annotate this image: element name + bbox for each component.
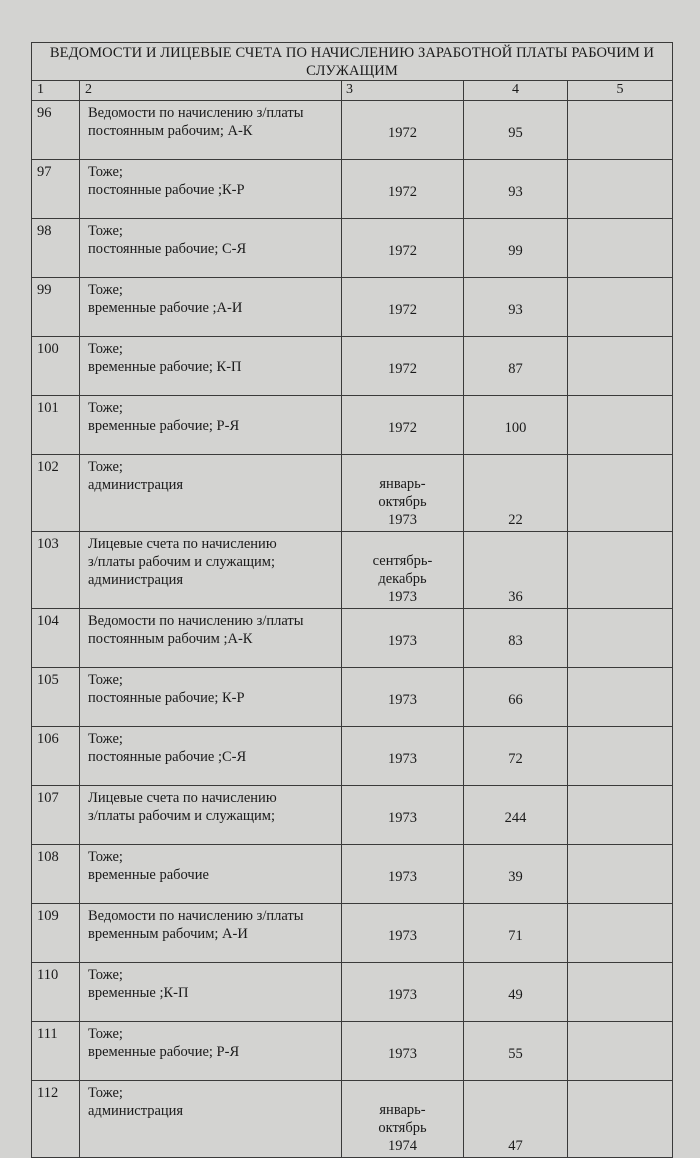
item-description [80, 727, 342, 786]
item-number: 111 [32, 1022, 80, 1081]
item-description [80, 668, 342, 727]
item-sheet-count [464, 160, 568, 219]
sheet-count-value: 87 [508, 361, 523, 377]
item-sheet-count [464, 727, 568, 786]
item-description [80, 963, 342, 1022]
description-line: временные рабочие ;А-И [88, 300, 243, 316]
date-line: 1973 [388, 987, 417, 1003]
item-number: 100 [32, 337, 80, 396]
item-note [568, 904, 673, 963]
item-number: 105 [32, 668, 80, 727]
item-sheet-count [464, 668, 568, 727]
dates-block [342, 124, 463, 142]
description-line: администрация [88, 572, 184, 588]
table-row [32, 455, 673, 532]
date-line: октябрь [378, 494, 427, 510]
item-dates [342, 219, 464, 278]
column-number-2: 2 [80, 81, 342, 101]
sheet-count-value: 55 [508, 1046, 523, 1062]
item-description [80, 396, 342, 455]
item-note [568, 455, 673, 532]
dates-block [342, 809, 463, 827]
item-dates [342, 786, 464, 845]
date-line: 1972 [388, 184, 417, 200]
item-description [80, 845, 342, 904]
description-line: временные рабочие [88, 867, 209, 883]
item-description [80, 1022, 342, 1081]
dates-block [342, 301, 463, 319]
item-description [80, 101, 342, 160]
item-sheet-count [464, 786, 568, 845]
item-description [80, 786, 342, 845]
description-line: временным рабочим; А-И [88, 926, 248, 942]
item-number: 110 [32, 963, 80, 1022]
date-line: 1973 [388, 928, 417, 944]
item-number: 107 [32, 786, 80, 845]
item-sheet-count [464, 845, 568, 904]
item-sheet-count [464, 396, 568, 455]
column-number-row [32, 81, 673, 101]
dates-block [342, 927, 463, 945]
dates-block [342, 475, 463, 529]
date-line: сентябрь- [372, 553, 433, 569]
date-line: декабрь [378, 571, 427, 587]
item-dates [342, 532, 464, 609]
dates-block [342, 242, 463, 260]
table-row [32, 727, 673, 786]
item-dates [342, 609, 464, 668]
description-line: Ведомости по начислению з/платы [88, 613, 304, 629]
sheet-count-value: 47 [508, 1138, 523, 1154]
item-sheet-count [464, 219, 568, 278]
date-line: 1972 [388, 125, 417, 141]
table-row [32, 396, 673, 455]
date-line: январь- [379, 1102, 426, 1118]
item-dates [342, 455, 464, 532]
item-sheet-count [464, 963, 568, 1022]
description-line: Тоже; [88, 341, 123, 357]
item-sheet-count [464, 455, 568, 532]
description-line: Тоже; [88, 459, 123, 475]
item-description [80, 337, 342, 396]
dates-block [342, 360, 463, 378]
date-line: 1972 [388, 420, 417, 436]
item-note [568, 278, 673, 337]
description-line: Тоже; [88, 731, 123, 747]
inventory-sheet [31, 42, 672, 1158]
item-number: 102 [32, 455, 80, 532]
item-sheet-count [464, 1022, 568, 1081]
dates-block [342, 632, 463, 650]
date-line: 1973 [388, 869, 417, 885]
table-title-row [32, 43, 673, 81]
table-row [32, 845, 673, 904]
description-line: Тоже; [88, 849, 123, 865]
date-line: 1972 [388, 302, 417, 318]
sheet-count-value: 71 [508, 928, 523, 944]
description-line: Тоже; [88, 400, 123, 416]
table-title: ВЕДОМОСТИ И ЛИЦЕВЫЕ СЧЕТА ПО НАЧИСЛЕНИЮ ЗАРАБОТНОЙ ПЛАТЫ РАБОЧИМ И СЛУЖАЩИМ [32, 43, 673, 81]
description-line: постоянные рабочие; К-Р [88, 690, 245, 706]
item-number: 97 [32, 160, 80, 219]
item-number: 101 [32, 396, 80, 455]
item-description [80, 160, 342, 219]
description-line: постоянным рабочим; А-К [88, 123, 253, 139]
description-line: з/платы рабочим и служащим; [88, 808, 276, 824]
date-line: 1973 [388, 633, 417, 649]
item-note [568, 786, 673, 845]
sheet-count-value: 66 [508, 692, 523, 708]
item-note [568, 727, 673, 786]
table-row [32, 963, 673, 1022]
date-line: 1972 [388, 243, 417, 259]
dates-block [342, 750, 463, 768]
table-row [32, 904, 673, 963]
date-line: 1974 [388, 1138, 417, 1154]
description-line: Тоже; [88, 967, 123, 983]
sheet-count-value: 72 [508, 751, 523, 767]
item-sheet-count [464, 532, 568, 609]
item-number: 106 [32, 727, 80, 786]
table-row [32, 532, 673, 609]
sheet-count-value: 244 [504, 810, 527, 826]
item-note [568, 1081, 673, 1158]
table-row [32, 668, 673, 727]
item-dates [342, 668, 464, 727]
item-dates [342, 278, 464, 337]
description-line: постоянным рабочим ;А-К [88, 631, 253, 647]
table-row [32, 219, 673, 278]
sheet-count-value: 22 [508, 512, 523, 528]
table-row [32, 160, 673, 219]
item-description [80, 904, 342, 963]
description-line: Тоже; [88, 1085, 123, 1101]
description-line: Лицевые счета по начислению [88, 536, 277, 552]
item-note [568, 160, 673, 219]
table-row [32, 1022, 673, 1081]
description-line: Ведомости по начислению з/платы [88, 105, 304, 121]
item-sheet-count [464, 904, 568, 963]
item-dates [342, 101, 464, 160]
description-line: постоянные рабочие ;С-Я [88, 749, 247, 765]
item-note [568, 532, 673, 609]
sheet-count-value: 83 [508, 633, 523, 649]
item-description [80, 455, 342, 532]
item-number: 96 [32, 101, 80, 160]
sheet-count-value: 93 [508, 184, 523, 200]
item-note [568, 963, 673, 1022]
item-dates [342, 396, 464, 455]
item-note [568, 219, 673, 278]
item-number: 112 [32, 1081, 80, 1158]
item-note [568, 337, 673, 396]
sheet-count-value: 100 [504, 420, 527, 436]
description-line: администрация [88, 477, 184, 493]
inventory-table-body [32, 43, 673, 1158]
dates-block [342, 183, 463, 201]
table-row [32, 609, 673, 668]
item-dates [342, 904, 464, 963]
item-dates [342, 160, 464, 219]
description-line: Лицевые счета по начислению [88, 790, 277, 806]
sheet-count-value: 39 [508, 869, 523, 885]
date-line: 1973 [388, 751, 417, 767]
description-line: администрация [88, 1103, 184, 1119]
item-dates [342, 1081, 464, 1158]
date-line: 1973 [388, 1046, 417, 1062]
description-line: Тоже; [88, 282, 123, 298]
description-line: Тоже; [88, 223, 123, 239]
description-line: постоянные рабочие; С-Я [88, 241, 247, 257]
item-description [80, 219, 342, 278]
item-number: 103 [32, 532, 80, 609]
description-line: постоянные рабочие ;К-Р [88, 182, 245, 198]
item-note [568, 845, 673, 904]
item-dates [342, 845, 464, 904]
item-note [568, 1022, 673, 1081]
column-number-5: 5 [568, 81, 673, 101]
description-line: Ведомости по начислению з/платы [88, 908, 304, 924]
table-row [32, 786, 673, 845]
description-line: Тоже; [88, 164, 123, 180]
description-line: временные рабочие; Р-Я [88, 418, 240, 434]
sheet-count-value: 95 [508, 125, 523, 141]
item-description [80, 278, 342, 337]
item-description [80, 532, 342, 609]
item-note [568, 396, 673, 455]
column-number-1: 1 [32, 81, 80, 101]
item-number: 104 [32, 609, 80, 668]
dates-block [342, 868, 463, 886]
table-row [32, 278, 673, 337]
item-number: 108 [32, 845, 80, 904]
item-dates [342, 727, 464, 786]
date-line: октябрь [378, 1120, 427, 1136]
item-note [568, 609, 673, 668]
description-line: временные ;К-П [88, 985, 189, 1001]
sheet-count-value: 93 [508, 302, 523, 318]
dates-block [342, 691, 463, 709]
item-number: 99 [32, 278, 80, 337]
item-sheet-count [464, 278, 568, 337]
date-line: 1973 [388, 810, 417, 826]
description-line: временные рабочие; К-П [88, 359, 242, 375]
column-number-4: 4 [464, 81, 568, 101]
date-line: январь- [379, 476, 426, 492]
date-line: 1973 [388, 589, 417, 605]
description-line: временные рабочие; Р-Я [88, 1044, 240, 1060]
date-line: 1973 [388, 692, 417, 708]
item-sheet-count [464, 101, 568, 160]
item-sheet-count [464, 337, 568, 396]
dates-block [342, 419, 463, 437]
item-description [80, 1081, 342, 1158]
item-sheet-count [464, 1081, 568, 1158]
dates-block [342, 552, 463, 606]
item-dates [342, 337, 464, 396]
item-number: 98 [32, 219, 80, 278]
inventory-table [31, 42, 673, 1158]
table-row [32, 101, 673, 160]
item-description [80, 609, 342, 668]
dates-block [342, 1101, 463, 1155]
item-note [568, 101, 673, 160]
sheet-count-value: 99 [508, 243, 523, 259]
sheet-count-value: 49 [508, 987, 523, 1003]
item-number: 109 [32, 904, 80, 963]
item-dates [342, 1022, 464, 1081]
item-sheet-count [464, 609, 568, 668]
description-line: Тоже; [88, 672, 123, 688]
sheet-count-value: 36 [508, 589, 523, 605]
dates-block [342, 986, 463, 1004]
description-line: Тоже; [88, 1026, 123, 1042]
dates-block [342, 1045, 463, 1063]
table-row [32, 337, 673, 396]
date-line: 1973 [388, 512, 417, 528]
item-dates [342, 963, 464, 1022]
date-line: 1972 [388, 361, 417, 377]
column-number-3: 3 [342, 81, 464, 101]
table-row [32, 1081, 673, 1158]
description-line: з/платы рабочим и служащим; [88, 554, 276, 570]
item-note [568, 668, 673, 727]
